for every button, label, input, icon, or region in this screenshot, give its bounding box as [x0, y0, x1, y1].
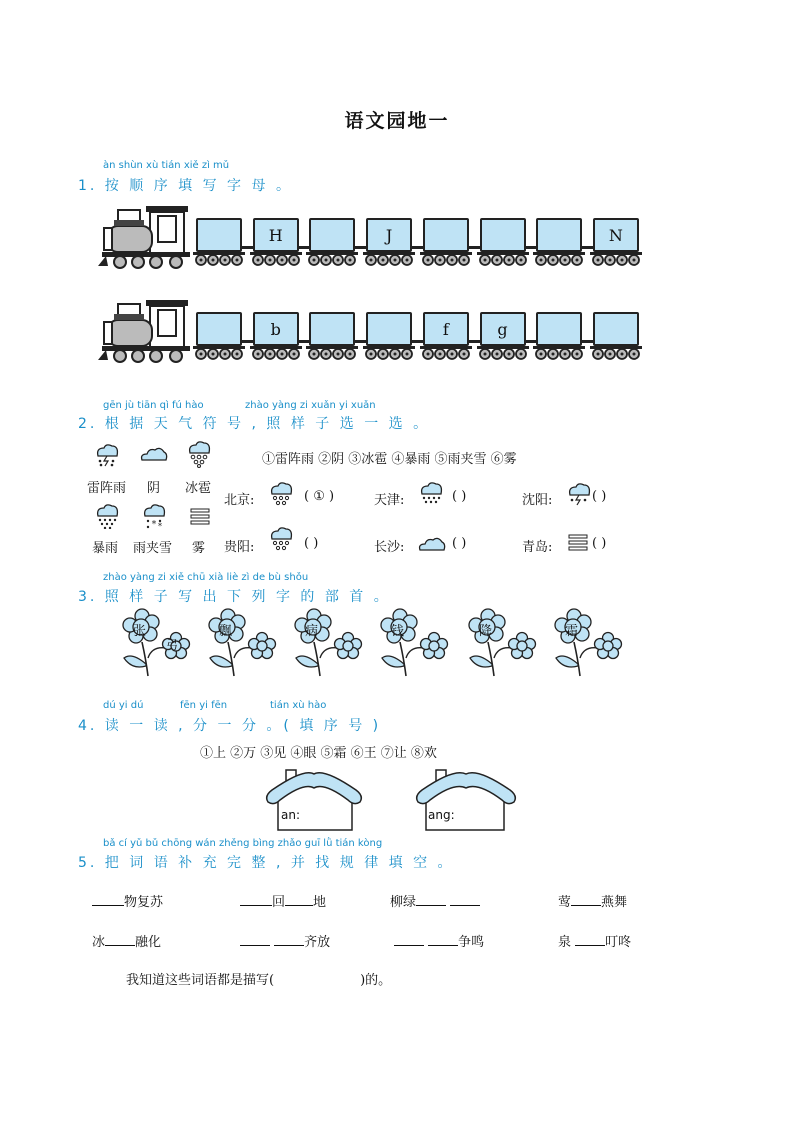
locomotive-icon	[98, 204, 194, 270]
page-title: 语文园地一	[344, 110, 450, 132]
answer-tianjin[interactable]: ( )	[452, 489, 467, 504]
city-shenyang: 沈阳:	[522, 493, 553, 508]
hail-icon	[186, 440, 212, 468]
q2-options: ①雷阵雨 ②阴 ③冰雹 ④暴雨 ⑤雨夹雪 ⑥雾	[262, 452, 517, 467]
wheels-icon	[477, 250, 529, 268]
svg-text:*: *	[158, 522, 162, 529]
fill-blank[interactable]	[571, 905, 601, 906]
q1-label: 1. 按 顺 序 填 写 字 母 。	[78, 178, 293, 194]
flower-icon	[294, 608, 366, 678]
example-radical: 弓	[166, 638, 179, 652]
fill-blank[interactable]	[575, 945, 605, 946]
wheels-icon	[590, 344, 642, 362]
flower-icon	[554, 608, 626, 678]
wheels-icon	[193, 344, 245, 362]
fog-icon	[568, 533, 588, 551]
coupler	[582, 246, 594, 249]
flower-character: 降	[479, 624, 493, 639]
fill-blank[interactable]	[274, 945, 304, 946]
flower-icon	[380, 608, 452, 678]
train-car[interactable]	[536, 312, 582, 346]
legend-hail: 冰雹	[185, 481, 212, 496]
flower-character: 钱	[391, 624, 405, 639]
answer-guiyang[interactable]: ( )	[304, 536, 319, 551]
cloudy-icon	[418, 536, 446, 552]
idiom-3: 柳绿	[390, 891, 480, 910]
train-1	[98, 204, 658, 272]
fill-blank[interactable]	[92, 905, 124, 906]
q4-pinyin-2: fēn yi fēn	[180, 700, 228, 711]
thunderstorm-icon	[566, 481, 592, 507]
wheels-icon	[250, 250, 302, 268]
idiom-4: 莺 燕舞	[558, 895, 628, 910]
coupler	[582, 340, 594, 343]
wheels-icon	[363, 344, 415, 362]
q4-label: 4. 读 一 读 , 分 一 分 。( 填 序 号 )	[78, 718, 382, 734]
q2-pinyin-1: gēn jù tiān qì fú hào	[103, 400, 204, 411]
coupler	[355, 340, 367, 343]
heavy-rain-icon	[94, 503, 120, 529]
train-car[interactable]	[536, 218, 582, 252]
flower-icon	[208, 608, 280, 678]
idiom-8: 泉 叮咚	[558, 935, 632, 950]
q4-pinyin-1: dú yi dú	[103, 700, 144, 711]
q1-pinyin: àn shùn xù tián xiě zì mǔ	[103, 160, 230, 171]
answer-shenyang[interactable]: ( )	[592, 489, 607, 504]
legend-sleet: 雨夹雪	[133, 541, 173, 556]
coupler	[412, 340, 424, 343]
train-car[interactable]	[423, 218, 469, 252]
wheels-icon	[420, 250, 472, 268]
city-changsha: 长沙:	[374, 540, 405, 555]
city-qingdao: 青岛:	[522, 540, 553, 555]
answer-qingdao[interactable]: ( )	[592, 536, 607, 551]
flower-character: 霜	[565, 624, 579, 639]
house-an-label: an:	[281, 808, 301, 822]
train-car[interactable]	[196, 218, 242, 252]
wheels-icon	[533, 250, 585, 268]
flower-icon	[468, 608, 540, 678]
wheels-icon	[250, 344, 302, 362]
train-2	[98, 298, 658, 366]
q5-sentence: 我知道这些词语都是描写( )的。	[126, 973, 392, 988]
coupler	[469, 246, 481, 249]
thunderstorm-icon	[94, 442, 120, 468]
coupler	[469, 340, 481, 343]
idiom-6: 齐放	[240, 931, 330, 950]
train-car[interactable]	[480, 218, 526, 252]
idiom-2: 回 地	[240, 891, 326, 910]
hail-icon	[268, 526, 294, 554]
legend-thunderstorm: 雷阵雨	[87, 481, 127, 496]
train-car[interactable]: g	[480, 312, 526, 346]
fill-blank[interactable]	[240, 905, 272, 906]
coupler	[355, 246, 367, 249]
heavy-rain-icon	[418, 481, 444, 507]
fog-icon	[190, 507, 210, 525]
flower-icon	[122, 608, 194, 678]
wheels-icon	[420, 344, 472, 362]
svg-text:*: *	[151, 520, 157, 529]
legend-fog: 雾	[192, 541, 206, 556]
house-ang	[414, 768, 518, 834]
coupler	[242, 340, 254, 343]
q5-label: 5. 把 词 语 补 充 完 整 , 并 找 规 律 填 空 。	[78, 855, 455, 871]
train-car[interactable]	[196, 312, 242, 346]
wheels-icon	[306, 250, 358, 268]
wheels-icon	[363, 250, 415, 268]
coupler	[525, 246, 537, 249]
q4-options: ①上 ②万 ③见 ④眼 ⑤霜 ⑥王 ⑦让 ⑧欢	[200, 746, 437, 761]
train-car[interactable]: b	[253, 312, 299, 346]
train-car[interactable]: N	[593, 218, 639, 252]
wheels-icon	[193, 250, 245, 268]
idiom-1: 物复苏	[92, 891, 163, 910]
train-car[interactable]	[309, 312, 355, 346]
q3-pinyin: zhào yàng zi xiě chū xià liè zì de bù shǒu	[103, 572, 309, 583]
train-car[interactable]	[366, 312, 412, 346]
wheels-icon	[477, 344, 529, 362]
wheels-icon	[306, 344, 358, 362]
q4-pinyin-3: tián xù hào	[270, 700, 327, 711]
train-car[interactable]	[309, 218, 355, 252]
fill-blank[interactable]	[428, 945, 458, 946]
flower-character: 病	[305, 624, 319, 639]
wheels-icon	[533, 344, 585, 362]
answer-beijing[interactable]: ( ① )	[304, 489, 335, 504]
fill-blank[interactable]	[105, 945, 135, 946]
hail-icon	[268, 481, 294, 507]
coupler	[298, 340, 310, 343]
cloudy-icon	[140, 446, 168, 462]
flower-character: 飘	[219, 624, 233, 639]
sleet-icon	[141, 503, 167, 529]
coupler	[412, 246, 424, 249]
coupler	[242, 246, 254, 249]
house-ang-label: ang:	[428, 808, 455, 822]
answer-changsha[interactable]: ( )	[452, 536, 467, 551]
flower-character: 张	[133, 624, 147, 639]
fill-blank[interactable]	[416, 905, 446, 906]
legend-cloudy: 阴	[147, 481, 161, 496]
fill-blank[interactable]	[394, 945, 424, 946]
train-car[interactable]: H	[253, 218, 299, 252]
coupler	[298, 246, 310, 249]
fill-blank[interactable]	[240, 945, 270, 946]
idiom-7: 争鸣	[394, 931, 484, 950]
train-car[interactable]	[593, 312, 639, 346]
city-beijing: 北京:	[224, 493, 255, 508]
house-an	[264, 768, 364, 834]
train-car[interactable]: J	[366, 218, 412, 252]
legend-heavy-rain: 暴雨	[92, 541, 119, 556]
wheels-icon	[590, 250, 642, 268]
coupler	[525, 340, 537, 343]
train-car[interactable]: f	[423, 312, 469, 346]
q2-label: 2. 根 据 天 气 符 号 , 照 样 子 选 一 选 。	[78, 416, 431, 432]
fill-blank[interactable]	[285, 905, 313, 906]
fill-blank[interactable]	[450, 905, 480, 906]
q2-pinyin-2: zhào yàng zi xuǎn yi xuǎn	[245, 400, 376, 411]
q3-label: 3. 照 样 子 写 出 下 列 字 的 部 首 。	[78, 589, 391, 605]
city-guiyang: 贵阳:	[224, 540, 255, 555]
locomotive-icon	[98, 298, 194, 364]
q5-pinyin: bǎ cí yǔ bǔ chōng wán zhěng bìng zhǎo guī lǜ tián kòng	[103, 838, 383, 849]
idiom-5: 冰 融化	[92, 935, 162, 950]
city-tianjin: 天津:	[374, 493, 405, 508]
